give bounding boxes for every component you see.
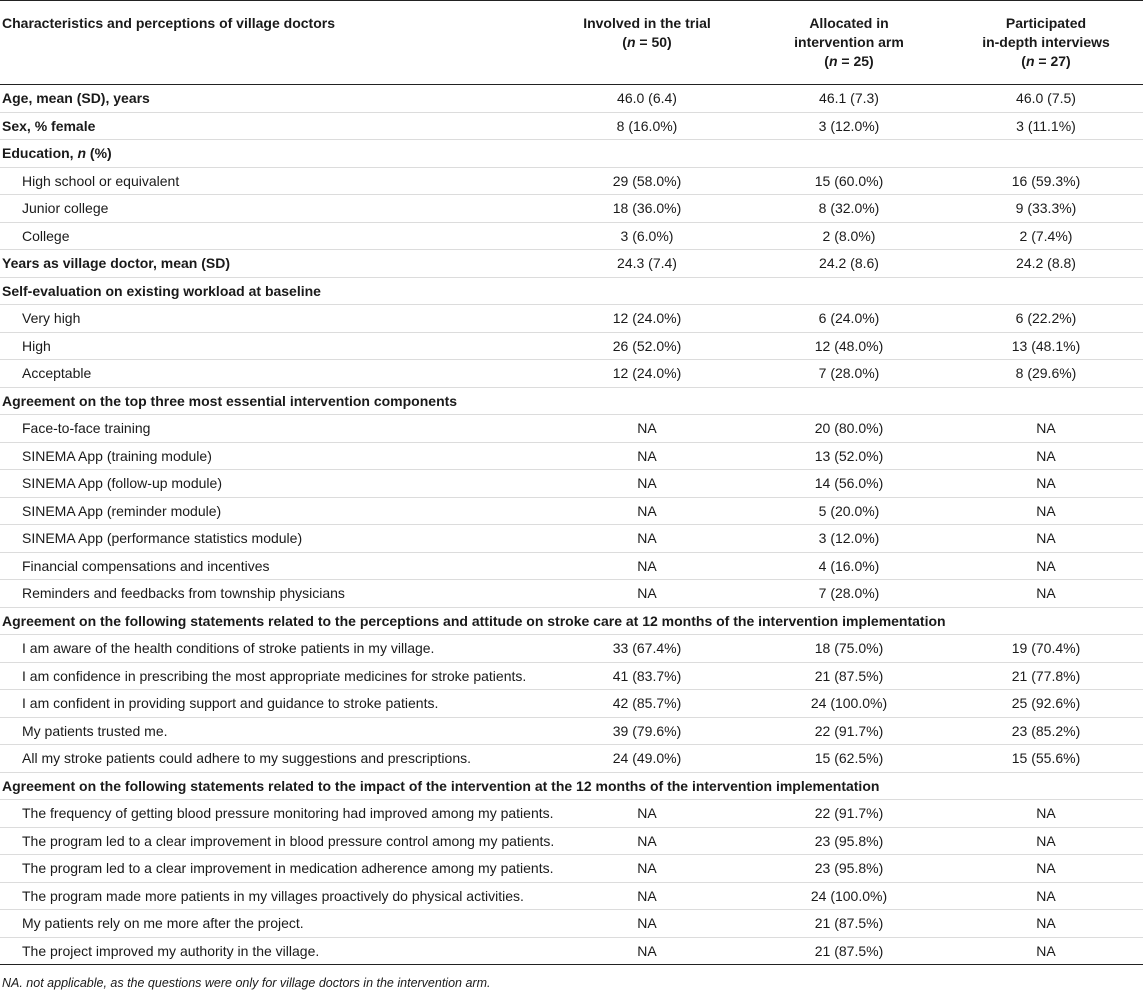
cell-involved: 41 (83.7%)	[545, 662, 749, 690]
cell-interviews: 8 (29.6%)	[949, 360, 1143, 388]
cell-intervention	[749, 277, 949, 305]
cell-intervention: 15 (62.5%)	[749, 745, 949, 773]
cell-interviews: NA	[949, 552, 1143, 580]
cell-involved	[545, 140, 749, 168]
row-label: High school or equivalent	[0, 167, 545, 195]
cell-intervention: 15 (60.0%)	[749, 167, 949, 195]
table-row	[0, 470, 1143, 498]
table-row	[0, 772, 1143, 800]
cell-interviews: 19 (70.4%)	[949, 635, 1143, 663]
cell-involved: NA	[545, 470, 749, 498]
cell-intervention: 4 (16.0%)	[749, 552, 949, 580]
row-label: Acceptable	[0, 360, 545, 388]
cell-involved: NA	[545, 442, 749, 470]
cell-intervention: 24.2 (8.6)	[749, 250, 949, 278]
cell-interviews: NA	[949, 525, 1143, 553]
cell-interviews: 24.2 (8.8)	[949, 250, 1143, 278]
table-row	[0, 332, 1143, 360]
cell-interviews: 9 (33.3%)	[949, 195, 1143, 223]
table-body	[0, 85, 1143, 965]
header-characteristics: Characteristics and perceptions of village doctors	[0, 1, 545, 85]
cell-interviews: 46.0 (7.5)	[949, 85, 1143, 113]
cell-intervention: 21 (87.5%)	[749, 662, 949, 690]
cell-intervention: 2 (8.0%)	[749, 222, 949, 250]
table-row	[0, 497, 1143, 525]
table-row	[0, 387, 1143, 415]
cell-intervention: 21 (87.5%)	[749, 937, 949, 965]
table-row	[0, 525, 1143, 553]
row-label: Financial compensations and incentives	[0, 552, 545, 580]
row-label: My patients trusted me.	[0, 717, 545, 745]
table-row	[0, 167, 1143, 195]
cell-interviews: 23 (85.2%)	[949, 717, 1143, 745]
table-row	[0, 745, 1143, 773]
cell-interviews: 6 (22.2%)	[949, 305, 1143, 333]
cell-interviews: NA	[949, 937, 1143, 965]
table-row	[0, 717, 1143, 745]
cell-intervention: 8 (32.0%)	[749, 195, 949, 223]
cell-intervention: 24 (100.0%)	[749, 882, 949, 910]
cell-interviews: NA	[949, 580, 1143, 608]
cell-involved: NA	[545, 415, 749, 443]
cell-intervention: 7 (28.0%)	[749, 580, 949, 608]
cell-involved: NA	[545, 525, 749, 553]
cell-interviews: NA	[949, 800, 1143, 828]
table-row	[0, 580, 1143, 608]
table-row	[0, 662, 1143, 690]
row-heading: Education, n (%)	[0, 140, 545, 168]
cell-intervention: 24 (100.0%)	[749, 690, 949, 718]
cell-involved: 42 (85.7%)	[545, 690, 749, 718]
table-row	[0, 277, 1143, 305]
table-row	[0, 250, 1143, 278]
row-label: My patients rely on me more after the project.	[0, 910, 545, 938]
cell-interviews: NA	[949, 442, 1143, 470]
table-row	[0, 855, 1143, 883]
cell-intervention: 13 (52.0%)	[749, 442, 949, 470]
table-row	[0, 690, 1143, 718]
row-label: High	[0, 332, 545, 360]
row-label: The program led to a clear improvement in medication adherence among my patients.	[0, 855, 545, 883]
cell-intervention: 22 (91.7%)	[749, 800, 949, 828]
table-row	[0, 800, 1143, 828]
cell-involved: NA	[545, 800, 749, 828]
row-label: The frequency of getting blood pressure monitoring had improved among my patients.	[0, 800, 545, 828]
cell-involved: 24 (49.0%)	[545, 745, 749, 773]
header-involved-in-trial: Involved in the trial (n = 50)	[545, 1, 749, 85]
cell-involved: NA	[545, 827, 749, 855]
cell-intervention: 18 (75.0%)	[749, 635, 949, 663]
table-header	[0, 1, 1143, 85]
table-row	[0, 222, 1143, 250]
table-row	[0, 635, 1143, 663]
table-row	[0, 360, 1143, 388]
cell-involved: 26 (52.0%)	[545, 332, 749, 360]
cell-intervention: 20 (80.0%)	[749, 415, 949, 443]
cell-involved: 39 (79.6%)	[545, 717, 749, 745]
row-label: I am aware of the health conditions of stroke patients in my village.	[0, 635, 545, 663]
cell-intervention: 22 (91.7%)	[749, 717, 949, 745]
row-heading: Age, mean (SD), years	[0, 85, 545, 113]
table-row	[0, 827, 1143, 855]
cell-interviews: 2 (7.4%)	[949, 222, 1143, 250]
table-row	[0, 910, 1143, 938]
row-label: All my stroke patients could adhere to my suggestions and prescriptions.	[0, 745, 545, 773]
cell-involved	[545, 387, 749, 415]
row-heading: Sex, % female	[0, 112, 545, 140]
cell-interviews: 3 (11.1%)	[949, 112, 1143, 140]
table-row	[0, 195, 1143, 223]
cell-involved: NA	[545, 937, 749, 965]
row-label: The project improved my authority in the village.	[0, 937, 545, 965]
row-label: I am confident in providing support and guidance to stroke patients.	[0, 690, 545, 718]
cell-involved	[545, 277, 749, 305]
cell-involved: 12 (24.0%)	[545, 305, 749, 333]
cell-intervention: 23 (95.8%)	[749, 827, 949, 855]
row-label: Junior college	[0, 195, 545, 223]
cell-involved: NA	[545, 580, 749, 608]
row-label: SINEMA App (follow-up module)	[0, 470, 545, 498]
section-heading: Agreement on the following statements related to the impact of the intervention at the 12 months of the intervention implementation	[0, 772, 1143, 800]
cell-intervention: 21 (87.5%)	[749, 910, 949, 938]
row-label: The program led to a clear improvement in blood pressure control among my patients.	[0, 827, 545, 855]
table-row	[0, 85, 1143, 113]
row-label: I am confidence in prescribing the most appropriate medicines for stroke patients.	[0, 662, 545, 690]
section-heading: Agreement on the following statements related to the perceptions and attitude on stroke care at 12 months of the intervention implementation	[0, 607, 1143, 635]
cell-interviews: NA	[949, 910, 1143, 938]
table-row	[0, 937, 1143, 965]
row-label: Very high	[0, 305, 545, 333]
table-row	[0, 442, 1143, 470]
row-heading: Self-evaluation on existing workload at baseline	[0, 277, 545, 305]
table-row	[0, 882, 1143, 910]
cell-involved: 33 (67.4%)	[545, 635, 749, 663]
cell-interviews: 25 (92.6%)	[949, 690, 1143, 718]
cell-involved: 46.0 (6.4)	[545, 85, 749, 113]
cell-interviews: NA	[949, 470, 1143, 498]
cell-intervention: 12 (48.0%)	[749, 332, 949, 360]
cell-involved: NA	[545, 552, 749, 580]
cell-interviews: 21 (77.8%)	[949, 662, 1143, 690]
cell-interviews: NA	[949, 882, 1143, 910]
cell-interviews: NA	[949, 827, 1143, 855]
cell-involved: NA	[545, 910, 749, 938]
table-footnote: NA. not applicable, as the questions were only for village doctors in the intervention arm.	[2, 976, 491, 990]
row-heading: Agreement on the top three most essential intervention components	[0, 387, 545, 415]
cell-intervention: 5 (20.0%)	[749, 497, 949, 525]
cell-interviews	[949, 140, 1143, 168]
cell-intervention	[749, 387, 949, 415]
table-row	[0, 415, 1143, 443]
row-heading: Years as village doctor, mean (SD)	[0, 250, 545, 278]
row-label: SINEMA App (training module)	[0, 442, 545, 470]
cell-intervention: 3 (12.0%)	[749, 112, 949, 140]
row-label: College	[0, 222, 545, 250]
cell-interviews	[949, 387, 1143, 415]
cell-involved: NA	[545, 882, 749, 910]
row-label: SINEMA App (reminder module)	[0, 497, 545, 525]
row-label: Face-to-face training	[0, 415, 545, 443]
table-row	[0, 552, 1143, 580]
cell-interviews: 16 (59.3%)	[949, 167, 1143, 195]
cell-interviews: 15 (55.6%)	[949, 745, 1143, 773]
cell-involved: 8 (16.0%)	[545, 112, 749, 140]
header-in-depth-interviews: Participated in-depth interviews (n = 27)	[949, 1, 1143, 85]
cell-involved: 18 (36.0%)	[545, 195, 749, 223]
cell-involved: NA	[545, 855, 749, 883]
cell-intervention: 23 (95.8%)	[749, 855, 949, 883]
cell-intervention: 7 (28.0%)	[749, 360, 949, 388]
cell-interviews: 13 (48.1%)	[949, 332, 1143, 360]
cell-intervention: 6 (24.0%)	[749, 305, 949, 333]
cell-interviews: NA	[949, 415, 1143, 443]
cell-interviews	[949, 277, 1143, 305]
table-row	[0, 607, 1143, 635]
row-label: Reminders and feedbacks from township physicians	[0, 580, 545, 608]
cell-interviews: NA	[949, 855, 1143, 883]
cell-involved: 12 (24.0%)	[545, 360, 749, 388]
cell-intervention: 14 (56.0%)	[749, 470, 949, 498]
cell-intervention: 46.1 (7.3)	[749, 85, 949, 113]
header-intervention-arm: Allocated in intervention arm (n = 25)	[749, 1, 949, 85]
cell-intervention: 3 (12.0%)	[749, 525, 949, 553]
table-row	[0, 140, 1143, 168]
cell-intervention	[749, 140, 949, 168]
cell-involved: NA	[545, 497, 749, 525]
table-row	[0, 305, 1143, 333]
cell-involved: 3 (6.0%)	[545, 222, 749, 250]
cell-involved: 24.3 (7.4)	[545, 250, 749, 278]
row-label: SINEMA App (performance statistics module)	[0, 525, 545, 553]
cell-interviews: NA	[949, 497, 1143, 525]
row-label: The program made more patients in my villages proactively do physical activities.	[0, 882, 545, 910]
cell-involved: 29 (58.0%)	[545, 167, 749, 195]
table-row	[0, 112, 1143, 140]
